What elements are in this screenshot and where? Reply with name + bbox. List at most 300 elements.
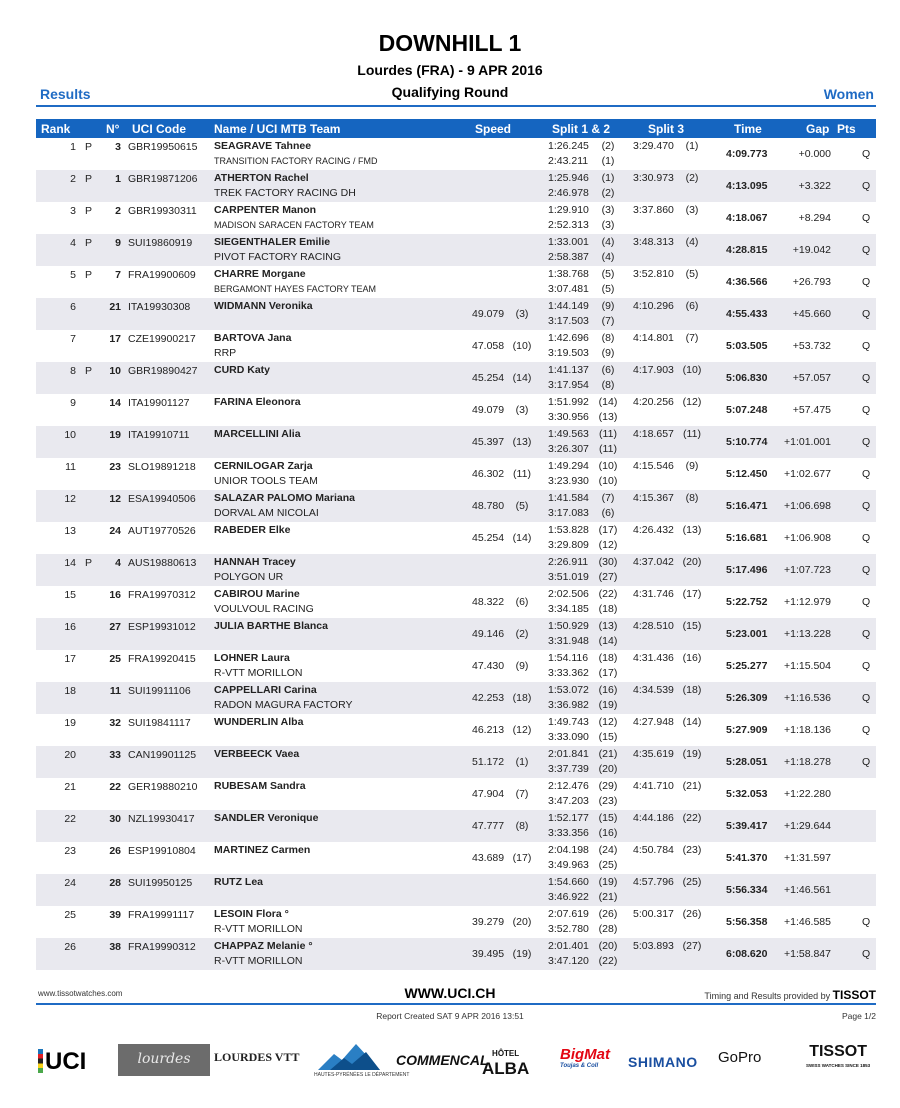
- table-row: [36, 490, 876, 522]
- points-cell: Q: [862, 180, 871, 192]
- points-cell: Q: [862, 660, 871, 672]
- bib-number-cell: 10: [109, 365, 121, 377]
- split-2-cell: 3:34.185: [548, 603, 589, 615]
- speed-rank-cell: (2): [515, 628, 529, 640]
- timing-text: Timing and Results provided by: [704, 991, 831, 1001]
- bib-number-cell: 28: [109, 877, 121, 889]
- split-3-rank-cell: (20): [682, 556, 702, 568]
- split-2-cell: 3:33.090: [548, 731, 589, 743]
- rank-cell: 10: [64, 429, 76, 441]
- split-1-rank-cell: (7): [601, 492, 615, 504]
- table-row: [36, 714, 876, 746]
- bib-number-cell: 4: [115, 557, 121, 569]
- split-2-rank-cell: (19): [598, 699, 618, 711]
- split-1-rank-cell: (11): [599, 428, 617, 440]
- split-3-rank-cell: (19): [682, 748, 702, 760]
- split-3-rank-cell: (23): [682, 844, 702, 856]
- points-cell: Q: [862, 564, 871, 576]
- uci-code-cell: FRA19990312: [128, 941, 196, 953]
- time-cell: 5:22.752: [726, 596, 768, 608]
- split-2-cell: 3:17.083: [548, 507, 589, 519]
- gap-cell: +1:15.504: [783, 660, 831, 672]
- uci-code-cell: GER19880210: [128, 781, 198, 793]
- split-3-rank-cell: (14): [682, 716, 702, 728]
- col-num: N°: [106, 122, 120, 136]
- team-name-cell: DORVAL AM NICOLAI: [214, 507, 319, 519]
- rider-name-cell: RUTZ Lea: [214, 876, 264, 888]
- rider-name-cell: LOHNER Laura: [214, 652, 290, 664]
- rider-name-cell: VERBEECK Vaea: [214, 748, 300, 760]
- table-row: [36, 330, 876, 362]
- split-2-rank-cell: (2): [601, 187, 615, 199]
- gap-cell: +1:22.280: [783, 788, 831, 800]
- split-1-rank-cell: (3): [601, 204, 615, 216]
- gap-cell: +0.000: [798, 148, 831, 160]
- speed-cell: 47.430: [472, 660, 505, 672]
- speed-rank-cell: (3): [515, 308, 529, 320]
- rider-name-cell: SALAZAR PALOMO Mariana: [214, 492, 355, 504]
- lourdes-vtt-logo: LOURDES VTT: [214, 1050, 300, 1064]
- split-2-cell: 3:52.780: [548, 923, 589, 935]
- speed-rank-cell: (1): [515, 756, 529, 768]
- speed-cell: 45.254: [472, 532, 505, 544]
- split-1-cell: 2:26.911: [548, 556, 589, 568]
- page-number: Page 1/2: [841, 1011, 876, 1021]
- rank-cell: 19: [64, 717, 76, 729]
- gap-cell: +19.042: [792, 244, 831, 256]
- table-row: [36, 586, 876, 618]
- gap-cell: +1:02.677: [783, 468, 831, 480]
- footer-website-center: WWW.UCI.CH: [404, 985, 496, 1001]
- rider-name-cell: CAPPELLARI Carina: [214, 684, 317, 696]
- bib-number-cell: 17: [109, 333, 121, 345]
- gap-cell: +1:01.001: [783, 436, 831, 448]
- speed-rank-cell: (13): [512, 436, 532, 448]
- time-cell: 5:32.053: [726, 788, 768, 800]
- split-2-rank-cell: (18): [598, 603, 618, 615]
- rider-name-cell: CURD Katy: [214, 364, 271, 376]
- split-2-rank-cell: (22): [598, 955, 618, 967]
- commencal-logo: COMMENCAL: [396, 1052, 489, 1068]
- split-2-rank-cell: (28): [598, 923, 618, 935]
- time-cell: 5:17.496: [726, 564, 768, 576]
- rider-name-cell: WIDMANN Veronika: [214, 300, 313, 312]
- uci-code-cell: ITA19910711: [128, 429, 190, 441]
- rank-cell: 1: [70, 141, 76, 153]
- split-3-cell: 4:28.510: [633, 620, 674, 632]
- top-divider: [36, 105, 876, 107]
- split-3-cell: 4:14.801: [633, 332, 674, 344]
- split-1-cell: 1:50.929: [548, 620, 589, 632]
- rank-cell: 8: [70, 365, 76, 377]
- uci-code-cell: GBR19950615: [128, 141, 198, 153]
- split-2-cell: 3:07.481: [548, 283, 589, 295]
- split-2-rank-cell: (10): [598, 475, 618, 487]
- split-2-cell: 2:58.387: [548, 251, 589, 263]
- table-row: [36, 170, 876, 202]
- split-1-cell: 1:44.149: [548, 300, 589, 312]
- team-name-cell: VOULVOUL RACING: [214, 603, 314, 615]
- speed-cell: 45.397: [472, 436, 505, 448]
- sponsor-strip: [36, 1040, 876, 1084]
- team-name-cell: TRANSITION FACTORY RACING / FMD: [214, 156, 378, 166]
- gap-cell: +1:58.847: [783, 948, 831, 960]
- category-label: Women: [823, 86, 874, 102]
- split-1-cell: 1:49.743: [548, 716, 589, 728]
- split-1-cell: 1:42.696: [548, 332, 589, 344]
- points-cell: Q: [862, 756, 871, 768]
- speed-rank-cell: (19): [512, 948, 532, 960]
- table-header: [36, 119, 876, 138]
- uci-code-cell: FRA19920415: [128, 653, 196, 665]
- table-row: [36, 138, 876, 170]
- bib-number-cell: 32: [109, 717, 121, 729]
- split-2-rank-cell: (8): [601, 379, 615, 391]
- points-cell: Q: [862, 404, 871, 416]
- speed-rank-cell: (9): [515, 660, 529, 672]
- team-name-cell: TREK FACTORY RACING DH: [214, 187, 356, 199]
- table-row: [36, 650, 876, 682]
- rank-cell: 12: [64, 493, 76, 505]
- rank-cell: 26: [64, 941, 76, 953]
- qualified-p-cell: P: [85, 557, 93, 569]
- rider-name-cell: SIEGENTHALER Emilie: [214, 236, 331, 248]
- split-3-cell: 3:30.973: [633, 172, 674, 184]
- time-cell: 4:55.433: [726, 308, 768, 320]
- bib-number-cell: 1: [115, 173, 121, 185]
- uci-code-cell: FRA19900609: [128, 269, 196, 281]
- split-1-rank-cell: (9): [601, 300, 615, 312]
- split-2-cell: 2:46.978: [548, 187, 589, 199]
- team-name-cell: R-VTT MORILLON: [214, 923, 303, 935]
- table-row: [36, 874, 876, 906]
- speed-cell: 47.904: [472, 788, 505, 800]
- split-3-rank-cell: (2): [685, 172, 699, 184]
- uci-code-cell: ESA19940506: [128, 493, 196, 505]
- points-cell: Q: [862, 468, 871, 480]
- bib-number-cell: 30: [109, 813, 121, 825]
- split-2-rank-cell: (17): [598, 667, 618, 679]
- time-cell: 5:56.358: [726, 916, 768, 928]
- uci-code-cell: SUI19841117: [128, 717, 191, 729]
- speed-rank-cell: (6): [515, 596, 529, 608]
- team-name-cell: POLYGON UR: [214, 571, 284, 583]
- time-cell: 5:16.681: [726, 532, 768, 544]
- split-3-cell: 4:44.186: [633, 812, 674, 824]
- split-1-rank-cell: (16): [598, 684, 618, 696]
- split-3-cell: 4:37.042: [633, 556, 674, 568]
- points-cell: Q: [862, 628, 871, 640]
- table-row: [36, 906, 876, 938]
- split-3-cell: 4:57.796: [633, 876, 674, 888]
- team-name-cell: PIVOT FACTORY RACING: [214, 251, 342, 263]
- split-1-rank-cell: (24): [598, 844, 618, 856]
- split-1-rank-cell: (2): [601, 140, 615, 152]
- rank-cell: 3: [70, 205, 76, 217]
- split-1-rank-cell: (10): [598, 460, 618, 472]
- gap-cell: +26.793: [792, 276, 831, 288]
- uci-code-cell: GBR19871206: [128, 173, 198, 185]
- col-rank: Rank: [41, 122, 71, 136]
- bib-number-cell: 38: [109, 941, 121, 953]
- team-name-cell: R-VTT MORILLON: [214, 955, 303, 967]
- bib-number-cell: 16: [109, 589, 121, 601]
- rider-name-cell: CABIROU Marine: [214, 588, 300, 600]
- gap-cell: +1:06.908: [783, 532, 831, 544]
- rider-name-cell: WUNDERLIN Alba: [214, 716, 304, 728]
- split-3-cell: 4:15.367: [633, 492, 674, 504]
- gap-cell: +1:46.561: [783, 884, 831, 896]
- rank-cell: 24: [64, 877, 76, 889]
- split-3-rank-cell: (7): [685, 332, 699, 344]
- table-row: [36, 394, 876, 426]
- split-1-rank-cell: (29): [598, 780, 618, 792]
- col-uci-code: UCI Code: [132, 122, 186, 136]
- points-cell: Q: [862, 148, 871, 160]
- split-2-cell: 3:46.922: [548, 891, 589, 903]
- col-pts: Pts: [837, 122, 856, 136]
- split-2-cell: 3:47.120: [548, 955, 589, 967]
- rider-name-cell: BARTOVA Jana: [214, 332, 292, 344]
- uci-code-cell: SUI19911106: [128, 685, 191, 697]
- uci-code-cell: CAN19901125: [128, 749, 197, 761]
- points-cell: Q: [862, 372, 871, 384]
- bigmat-logo: BigMat Toujas & Coll: [560, 1046, 610, 1069]
- split-1-cell: 2:01.401: [548, 940, 589, 952]
- split-3-cell: 4:17.903: [633, 364, 674, 376]
- split-3-rank-cell: (22): [682, 812, 702, 824]
- split-3-rank-cell: (21): [682, 780, 702, 792]
- split-3-cell: 4:18.657: [633, 428, 674, 440]
- rider-name-cell: SEAGRAVE Tahnee: [214, 140, 312, 152]
- table-row: [36, 618, 876, 650]
- split-3-cell: 4:20.256: [633, 396, 674, 408]
- bib-number-cell: 33: [109, 749, 121, 761]
- table-row: [36, 458, 876, 490]
- split-2-cell: 3:47.203: [548, 795, 589, 807]
- hautes-pyrenees-logo: [316, 1040, 382, 1072]
- speed-rank-cell: (10): [512, 340, 532, 352]
- split-2-rank-cell: (7): [601, 315, 615, 327]
- points-cell: Q: [862, 244, 871, 256]
- gap-cell: +1:12.979: [783, 596, 831, 608]
- speed-cell: 49.146: [472, 628, 505, 640]
- gap-cell: +1:18.136: [783, 724, 831, 736]
- rider-name-cell: CHAPPAZ Melanie °: [214, 940, 313, 952]
- points-cell: Q: [862, 916, 871, 928]
- timing-brand: TISSOT: [832, 988, 876, 1002]
- speed-rank-cell: (14): [512, 532, 532, 544]
- bib-number-cell: 39: [109, 909, 121, 921]
- points-cell: Q: [862, 212, 871, 224]
- speed-rank-cell: (17): [512, 852, 532, 864]
- footer-website-left: www.tissotwatches.com: [38, 989, 123, 998]
- rider-name-cell: LESOIN Flora °: [214, 908, 289, 920]
- split-1-rank-cell: (18): [598, 652, 618, 664]
- team-name-cell: RADON MAGURA FACTORY: [214, 699, 353, 711]
- qualified-p-cell: P: [85, 237, 93, 249]
- uci-code-cell: CZE19900217: [128, 333, 196, 345]
- rider-name-cell: RUBESAM Sandra: [214, 780, 306, 792]
- split-2-cell: 3:49.963: [548, 859, 589, 871]
- rank-cell: 16: [64, 621, 76, 633]
- split-2-rank-cell: (6): [601, 507, 615, 519]
- rank-cell: 23: [64, 845, 76, 857]
- time-cell: 5:07.248: [726, 404, 768, 416]
- split-2-rank-cell: (5): [601, 283, 615, 295]
- time-cell: 5:56.334: [726, 884, 768, 896]
- points-cell: Q: [862, 500, 871, 512]
- results-table: [36, 119, 876, 970]
- bib-number-cell: 11: [109, 685, 121, 697]
- bib-number-cell: 3: [115, 141, 121, 153]
- speed-cell: 39.279: [472, 916, 505, 928]
- rank-cell: 11: [65, 461, 76, 473]
- split-2-rank-cell: (15): [598, 731, 618, 743]
- team-name-cell: MADISON SARACEN FACTORY TEAM: [214, 220, 374, 230]
- split-1-cell: 1:53.072: [548, 684, 589, 696]
- split-1-cell: 1:54.116: [548, 652, 589, 664]
- split-1-cell: 1:26.245: [548, 140, 589, 152]
- points-cell: Q: [862, 340, 871, 352]
- report-created: Report Created SAT 9 APR 2016 13:51: [376, 1011, 524, 1021]
- rider-name-cell: JULIA BARTHE Blanca: [214, 620, 328, 632]
- qualified-p-cell: P: [85, 173, 93, 185]
- event-title: DOWNHILL 1: [378, 30, 522, 56]
- split-3-cell: 3:29.470: [633, 140, 674, 152]
- split-2-cell: 3:51.019: [548, 571, 589, 583]
- time-cell: 4:36.566: [726, 276, 768, 288]
- hotel-alba-logo: HÔTEL ALBA: [482, 1049, 530, 1078]
- rank-cell: 7: [70, 333, 76, 345]
- split-1-rank-cell: (19): [598, 876, 618, 888]
- split-2-cell: 3:30.956: [548, 411, 589, 423]
- rank-cell: 22: [64, 813, 76, 825]
- speed-rank-cell: (3): [515, 404, 529, 416]
- table-row: [36, 266, 876, 298]
- split-1-cell: 1:51.992: [548, 396, 589, 408]
- table-row: [36, 938, 876, 970]
- split-1-rank-cell: (20): [598, 940, 618, 952]
- split-2-rank-cell: (20): [598, 763, 618, 775]
- split-3-cell: 4:10.296: [633, 300, 674, 312]
- speed-cell: 39.495: [472, 948, 505, 960]
- split-2-rank-cell: (12): [598, 539, 618, 551]
- speed-rank-cell: (8): [515, 820, 529, 832]
- points-cell: Q: [862, 308, 871, 320]
- bib-number-cell: 27: [109, 621, 121, 633]
- points-cell: Q: [862, 724, 871, 736]
- split-1-rank-cell: (17): [598, 524, 618, 536]
- time-cell: 4:18.067: [726, 212, 768, 224]
- speed-cell: 49.079: [472, 308, 505, 320]
- table-row: [36, 682, 876, 714]
- split-2-rank-cell: (11): [599, 443, 617, 455]
- uci-code-cell: ITA19901127: [128, 397, 190, 409]
- bib-number-cell: 2: [115, 205, 121, 217]
- rider-name-cell: ATHERTON Rachel: [214, 172, 309, 184]
- shimano-logo: SHIMANO: [628, 1054, 698, 1070]
- split-3-rank-cell: (4): [685, 236, 699, 248]
- rank-cell: 2: [70, 173, 76, 185]
- uci-code-cell: FRA19970312: [128, 589, 196, 601]
- time-cell: 5:25.277: [726, 660, 768, 672]
- split-3-rank-cell: (12): [682, 396, 702, 408]
- bib-number-cell: 9: [115, 237, 121, 249]
- split-3-rank-cell: (13): [682, 524, 702, 536]
- points-cell: Q: [862, 596, 871, 608]
- split-1-rank-cell: (30): [598, 556, 618, 568]
- split-3-rank-cell: (9): [685, 460, 699, 472]
- split-1-cell: 2:04.198: [548, 844, 589, 856]
- col-split-3: Split 3: [648, 122, 685, 136]
- gap-cell: +1:06.698: [783, 500, 831, 512]
- rank-cell: 17: [64, 653, 76, 665]
- uci-code-cell: ITA19930308: [128, 301, 191, 313]
- time-cell: 5:28.051: [726, 756, 768, 768]
- table-row: [36, 234, 876, 266]
- split-3-rank-cell: (8): [685, 492, 699, 504]
- split-2-rank-cell: (1): [601, 155, 615, 167]
- time-cell: 4:13.095: [726, 180, 768, 192]
- round-label: Qualifying Round: [391, 84, 509, 100]
- split-3-cell: 4:31.436: [633, 652, 674, 664]
- split-1-rank-cell: (5): [601, 268, 615, 280]
- speed-cell: 48.322: [472, 596, 505, 608]
- split-2-cell: 3:17.503: [548, 315, 589, 327]
- speed-cell: 47.058: [472, 340, 505, 352]
- split-3-rank-cell: (15): [682, 620, 702, 632]
- table-row: [36, 426, 876, 458]
- speed-rank-cell: (12): [512, 724, 532, 736]
- split-1-cell: 1:29.910: [548, 204, 589, 216]
- rank-cell: 15: [64, 589, 76, 601]
- bib-number-cell: 14: [109, 397, 121, 409]
- qualified-p-cell: P: [85, 141, 93, 153]
- uci-code-cell: AUT19770526: [128, 525, 196, 537]
- split-1-cell: 2:02.506: [548, 588, 589, 600]
- rank-cell: 20: [64, 749, 76, 761]
- split-3-cell: 4:31.746: [633, 588, 674, 600]
- time-cell: 5:26.309: [726, 692, 768, 704]
- split-2-cell: 3:36.982: [548, 699, 589, 711]
- speed-cell: 47.777: [472, 820, 505, 832]
- time-cell: 4:28.815: [726, 244, 768, 256]
- split-3-rank-cell: (1): [685, 140, 699, 152]
- uci-code-cell: SLO19891218: [128, 461, 196, 473]
- time-cell: 4:09.773: [726, 148, 768, 160]
- rider-name-cell: FARINA Eleonora: [214, 396, 301, 408]
- uci-code-cell: SUI19950125: [128, 877, 193, 889]
- table-row: [36, 746, 876, 778]
- rider-name-cell: SANDLER Veronique: [214, 812, 319, 824]
- speed-rank-cell: (11): [513, 468, 531, 480]
- qualified-p-cell: P: [85, 269, 93, 281]
- rank-cell: 18: [64, 685, 76, 697]
- bib-number-cell: 26: [109, 845, 121, 857]
- time-cell: 5:27.909: [726, 724, 768, 736]
- split-3-rank-cell: (5): [685, 268, 699, 280]
- gap-cell: +3.322: [798, 180, 831, 192]
- rank-cell: 6: [70, 301, 76, 313]
- split-2-rank-cell: (16): [598, 827, 618, 839]
- points-cell: Q: [862, 276, 871, 288]
- gap-cell: +1:31.597: [783, 852, 831, 864]
- time-cell: 5:39.417: [726, 820, 768, 832]
- split-3-rank-cell: (26): [682, 908, 702, 920]
- split-2-rank-cell: (14): [598, 635, 618, 647]
- table-row: [36, 810, 876, 842]
